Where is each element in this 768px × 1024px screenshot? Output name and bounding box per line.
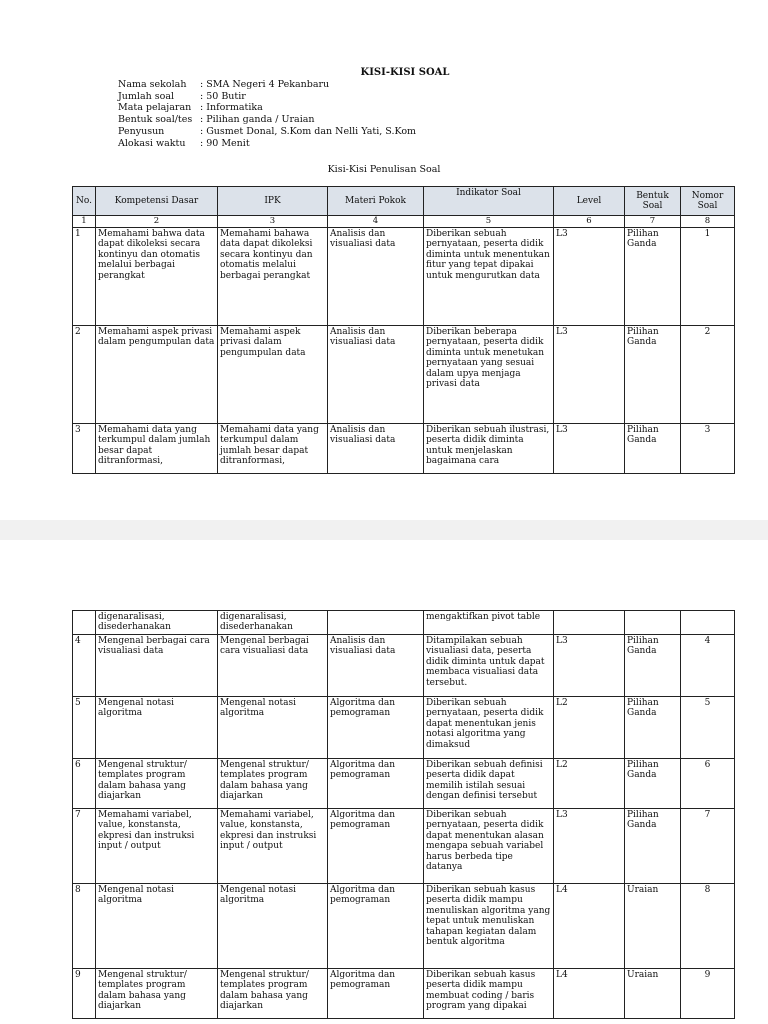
cell-no: 5	[73, 697, 96, 759]
table-row	[73, 326, 735, 424]
info-value: : Pilihan ganda / Uraian	[200, 114, 315, 126]
cell-indikator-soal: Diberikan sebuah kasus peserta didik mampu menuliskan algoritma yang tepat untuk menuliskan tahapan kegiatan dalam bentuk algoritma	[424, 884, 554, 969]
info-value: : SMA Negeri 4 Pekanbaru	[200, 79, 330, 90]
header-bentuk-soal: Bentuk Soal	[625, 187, 681, 216]
cell-no: 9	[73, 969, 96, 1019]
cell-ipk: digenaralisasi, disederhanakan	[218, 611, 328, 635]
cell-level: L2	[554, 759, 625, 809]
cell-level	[554, 611, 625, 635]
column-number: 5	[424, 216, 554, 228]
cell-nomor-soal: 4	[681, 635, 735, 697]
cell-bentuk-soal: Uraian	[625, 969, 681, 1019]
info-row	[118, 79, 416, 91]
cell-level: L3	[554, 424, 625, 474]
column-number: 1	[73, 216, 96, 228]
cell-ipk: Memahami bahawa data dapat dikoleksi secara kontinyu dan otomatis melalui berbagai perangkat	[218, 228, 328, 326]
header-indikator-soal: Indikator Soal	[424, 187, 554, 216]
column-number: 8	[681, 216, 735, 228]
info-label: Bentuk soal/tes	[118, 114, 193, 126]
cell-materi-pokok: Algoritma dan pemograman	[328, 759, 424, 809]
cell-indikator-soal: Diberikan sebuah pernyataan, peserta didik diminta untuk menentukan fitur yang tepat dipakai untuk mengurutkan data	[424, 228, 554, 326]
kisi-kisi-table	[72, 186, 735, 474]
cell-indikator-soal: Diberikan sebuah definisi peserta didik dapat memilih istilah sesuai dengan definisi tersebut	[424, 759, 554, 809]
column-number: 4	[328, 216, 424, 228]
info-label: Nama sekolah	[118, 79, 187, 90]
cell-indikator-soal: Diberikan beberapa pernyataan, peserta didik diminta untuk menetukan pernyataan yang sesuai dalam upya menjaga privasi data	[424, 326, 554, 424]
cell-nomor-soal: 7	[681, 809, 735, 884]
column-number: 7	[625, 216, 681, 228]
cell-no: 1	[73, 228, 96, 326]
cell-materi-pokok: Analisis dan visualiasi data	[328, 635, 424, 697]
info-row	[118, 102, 416, 114]
cell-kompetensi-dasar: Memahami variabel, value, konstansta, ekpresi dan instruksi input / output	[96, 809, 218, 884]
cell-no: 3	[73, 424, 96, 474]
cell-indikator-soal: Ditampilakan sebuah visualiasi data, peserta didik diminta untuk dapat membaca visualiasi data tersebut.	[424, 635, 554, 697]
cell-ipk: Mengenal notasi algoritma	[218, 884, 328, 969]
cell-no: 6	[73, 759, 96, 809]
cell-indikator-soal: Diberikan sebuah ilustrasi, peserta didik diminta untuk menjelaskan bagaimana cara	[424, 424, 554, 474]
table-row	[73, 424, 735, 474]
cell-indikator-soal: Diberikan sebuah pernyataan, peserta didik dapat menentukan alasan mengapa sebuah variabel harus berbeda tipe datanya	[424, 809, 554, 884]
cell-indikator-soal: Diberikan sebuah pernyataan, peserta didik dapat menentukan jenis notasi algoritma yang dimaksud	[424, 697, 554, 759]
cell-no: 2	[73, 326, 96, 424]
header-ipk: IPK	[218, 187, 328, 216]
cell-nomor-soal: 6	[681, 759, 735, 809]
info-value: : 90 Menit	[200, 137, 250, 149]
table-row	[73, 759, 735, 809]
cell-ipk: Mengenal struktur/ templates program dalam bahasa yang diajarkan	[218, 759, 328, 809]
table-caption: Kisi-Kisi Penulisan Soal	[327, 164, 441, 175]
cell-kompetensi-dasar: Mengenal struktur/ templates program dalam bahasa yang diajarkan	[96, 759, 218, 809]
cell-materi-pokok: Algoritma dan pemograman	[328, 884, 424, 969]
cell-kompetensi-dasar: Memahami bahwa data dapat dikoleksi secara kontinyu dan otomatis melalui berbagai perangkat	[96, 228, 218, 326]
info-row	[118, 91, 416, 103]
cell-level: L4	[554, 884, 625, 969]
cell-bentuk-soal: Pilihan Ganda	[625, 809, 681, 884]
cell-indikator-soal: Diberikan sebuah kasus peserta didik mampu membuat coding / baris program yang dipakai	[424, 969, 554, 1019]
cell-level: L3	[554, 228, 625, 326]
cell-nomor-soal: 9	[681, 969, 735, 1019]
table-row	[73, 809, 735, 884]
info-value: : 50 Butir	[200, 90, 246, 102]
cell-level: L3	[554, 326, 625, 424]
table-row	[73, 697, 735, 759]
cell-bentuk-soal: Pilihan Ganda	[625, 228, 681, 326]
cell-no: 4	[73, 635, 96, 697]
info-row	[118, 126, 416, 138]
cell-no: 8	[73, 884, 96, 969]
cell-nomor-soal: 2	[681, 326, 735, 424]
cell-kompetensi-dasar: digenaralisasi, disederhanakan	[96, 611, 218, 635]
header-no: No.	[73, 187, 96, 216]
table-row	[73, 611, 735, 635]
cell-bentuk-soal: Pilihan Ganda	[625, 326, 681, 424]
cell-nomor-soal: 5	[681, 697, 735, 759]
school-info	[118, 79, 416, 149]
cell-nomor-soal: 1	[681, 228, 735, 326]
column-number: 3	[218, 216, 328, 228]
cell-ipk: Memahami aspek privasi dalam pengumpulan data	[218, 326, 328, 424]
cell-kompetensi-dasar: Mengenal notasi algoritma	[96, 697, 218, 759]
cell-bentuk-soal: Pilihan Ganda	[625, 759, 681, 809]
cell-kompetensi-dasar: Memahami data yang terkumpul dalam jumlah besar dapat ditranformasi,	[96, 424, 218, 474]
cell-bentuk-soal: Pilihan Ganda	[625, 424, 681, 474]
document-title: KISI-KISI SOAL	[360, 67, 450, 78]
info-label: Jumlah soal	[118, 90, 175, 102]
cell-materi-pokok: Algoritma dan pemograman	[328, 697, 424, 759]
header-level: Level	[554, 187, 625, 216]
header-nomor-soal: Nomor Soal	[681, 187, 735, 216]
table-row	[73, 635, 735, 697]
info-value: : Informatika	[200, 102, 263, 114]
info-value: : Gusmet Donal, S.Kom dan Nelli Yati, S.Kom	[200, 125, 417, 137]
cell-level: L3	[554, 809, 625, 884]
cell-ipk: Memahami variabel, value, konstansta, ekpresi dan instruksi input / output	[218, 809, 328, 884]
info-label: Alokasi waktu	[118, 137, 186, 149]
cell-no	[73, 611, 96, 635]
kisi-kisi-table-continued	[72, 610, 735, 1019]
table-row	[73, 884, 735, 969]
cell-materi-pokok: Analisis dan visualiasi data	[328, 326, 424, 424]
info-row	[118, 138, 416, 150]
cell-bentuk-soal: Uraian	[625, 884, 681, 969]
cell-ipk: Mengenal berbagai cara visualiasi data	[218, 635, 328, 697]
table-row	[73, 228, 735, 326]
cell-kompetensi-dasar: Mengenal berbagai cara visualiasi data	[96, 635, 218, 697]
info-row	[118, 114, 416, 126]
cell-level: L4	[554, 969, 625, 1019]
cell-ipk: Memahami data yang terkumpul dalam jumlah besar dapat ditranformasi,	[218, 424, 328, 474]
cell-level: L3	[554, 635, 625, 697]
cell-materi-pokok	[328, 611, 424, 635]
cell-bentuk-soal: Pilihan Ganda	[625, 635, 681, 697]
table-row	[73, 969, 735, 1019]
cell-no: 7	[73, 809, 96, 884]
info-label: Penyusun	[118, 125, 165, 137]
header-materi-pokok: Materi Pokok	[328, 187, 424, 216]
cell-ipk: Mengenal struktur/ templates program dalam bahasa yang diajarkan	[218, 969, 328, 1019]
column-number: 6	[554, 216, 625, 228]
cell-bentuk-soal: Pilihan Ganda	[625, 697, 681, 759]
cell-bentuk-soal	[625, 611, 681, 635]
cell-nomor-soal	[681, 611, 735, 635]
cell-ipk: Mengenal notasi algoritma	[218, 697, 328, 759]
cell-materi-pokok: Algoritma dan pemograman	[328, 809, 424, 884]
info-label: Mata pelajaran	[118, 102, 192, 114]
cell-materi-pokok: Analisis dan visualiasi data	[328, 424, 424, 474]
document-page-2	[0, 540, 768, 1024]
column-number: 2	[96, 216, 218, 228]
cell-kompetensi-dasar: Memahami aspek privasi dalam pengumpulan data	[96, 326, 218, 424]
table-header-row	[73, 187, 735, 216]
cell-kompetensi-dasar: Mengenal notasi algoritma	[96, 884, 218, 969]
cell-kompetensi-dasar: Mengenal struktur/ templates program dalam bahasa yang diajarkan	[96, 969, 218, 1019]
cell-nomor-soal: 8	[681, 884, 735, 969]
cell-materi-pokok: Analisis dan visualiasi data	[328, 228, 424, 326]
cell-materi-pokok: Algoritma dan pemograman	[328, 969, 424, 1019]
column-number-row	[73, 216, 735, 228]
header-kompetensi-dasar: Kompetensi Dasar	[96, 187, 218, 216]
cell-indikator-soal: mengaktifkan pivot table	[424, 611, 554, 635]
cell-nomor-soal: 3	[681, 424, 735, 474]
cell-level: L2	[554, 697, 625, 759]
